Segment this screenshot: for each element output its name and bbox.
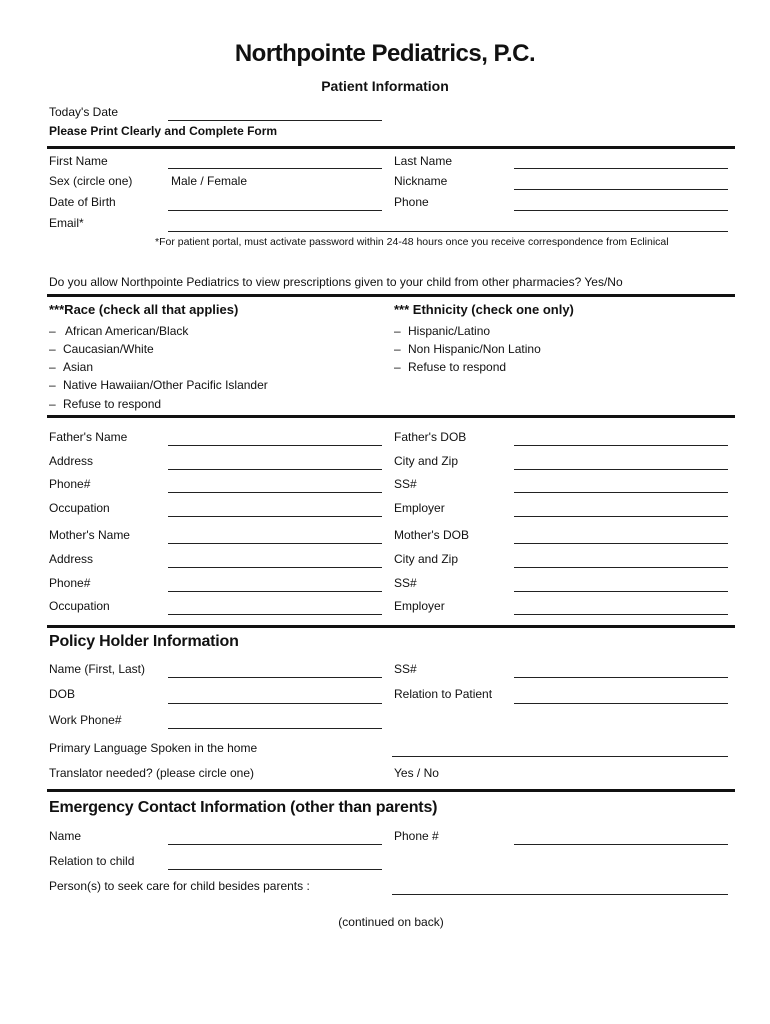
policy-relation-label: Relation to Patient: [394, 687, 493, 701]
mother-phone-field[interactable]: [168, 591, 382, 592]
persons-field[interactable]: [392, 894, 728, 895]
ethnicity-option[interactable]: – Refuse to respond: [394, 360, 507, 374]
language-field[interactable]: [392, 756, 728, 757]
race-option[interactable]: – African American/Black: [49, 324, 189, 338]
mother-city-zip-label: City and Zip: [394, 552, 459, 566]
emergency-relation-field[interactable]: [168, 869, 382, 870]
email-label: Email*: [49, 216, 84, 230]
father-city-zip-label: City and Zip: [394, 454, 459, 468]
first-name-field[interactable]: [168, 168, 382, 169]
mother-city-zip-field[interactable]: [514, 567, 728, 568]
emergency-name-field[interactable]: [168, 844, 382, 845]
first-name-label: First Name: [49, 154, 108, 168]
ethnicity-option[interactable]: – Non Hispanic/Non Latino: [394, 342, 541, 356]
mothers-dob-field[interactable]: [514, 543, 728, 544]
mother-employer-label: Employer: [394, 599, 445, 613]
todays-date-label: Today's Date: [49, 105, 118, 119]
section-divider: [47, 789, 735, 792]
emergency-phone-field[interactable]: [514, 844, 728, 845]
mother-ss-label: SS#: [394, 576, 417, 590]
mothers-name-field[interactable]: [168, 543, 382, 544]
father-occupation-field[interactable]: [168, 516, 382, 517]
race-option[interactable]: – Caucasian/White: [49, 342, 154, 356]
policy-ss-field[interactable]: [514, 677, 728, 678]
father-ss-field[interactable]: [514, 492, 728, 493]
policy-heading: Policy Holder Information: [49, 633, 239, 650]
policy-ss-label: SS#: [394, 662, 417, 676]
emergency-relation-label: Relation to child: [49, 854, 135, 868]
language-label: Primary Language Spoken in the home: [49, 741, 258, 755]
race-option[interactable]: – Refuse to respond: [49, 397, 162, 411]
work-phone-field[interactable]: [168, 728, 382, 729]
sex-label: Sex (circle one): [49, 174, 133, 188]
phone-field[interactable]: [514, 210, 728, 211]
mother-occupation-field[interactable]: [168, 614, 382, 615]
dob-label: Date of Birth: [49, 195, 116, 209]
fathers-dob-label: Father's DOB: [394, 430, 467, 444]
mother-ss-field[interactable]: [514, 591, 728, 592]
fathers-name-field[interactable]: [168, 445, 382, 446]
sex-options[interactable]: Male / Female: [171, 174, 248, 188]
ethnicity-option[interactable]: – Hispanic/Latino: [394, 324, 491, 338]
father-city-zip-field[interactable]: [514, 469, 728, 470]
mothers-name-label: Mother's Name: [49, 528, 130, 542]
race-heading: ***Race (check all that applies): [49, 302, 239, 317]
mother-employer-field[interactable]: [514, 614, 728, 615]
continued-note: (continued on back): [338, 915, 444, 929]
phone-label: Phone: [394, 195, 429, 209]
todays-date-field[interactable]: [168, 120, 382, 121]
father-employer-field[interactable]: [514, 516, 728, 517]
dob-field[interactable]: [168, 210, 382, 211]
form-subtitle: Patient Information: [321, 78, 449, 94]
father-ss-label: SS#: [394, 477, 417, 491]
work-phone-label: Work Phone#: [49, 713, 122, 727]
mother-address-field[interactable]: [168, 567, 382, 568]
section-divider: [47, 146, 735, 149]
email-field[interactable]: [168, 231, 728, 232]
section-divider: [47, 294, 735, 297]
policy-dob-field[interactable]: [168, 703, 382, 704]
last-name-field[interactable]: [514, 168, 728, 169]
nickname-field[interactable]: [514, 189, 728, 190]
mothers-dob-label: Mother's DOB: [394, 528, 469, 542]
portal-note: *For patient portal, must activate password within 24-48 hours once you receive correspondence from Eclinical: [155, 236, 669, 248]
emergency-phone-label: Phone #: [394, 829, 439, 843]
section-divider: [47, 625, 735, 628]
father-employer-label: Employer: [394, 501, 445, 515]
nickname-label: Nickname: [394, 174, 448, 188]
persons-label: Person(s) to seek care for child besides parents :: [49, 879, 310, 893]
mother-phone-label: Phone#: [49, 576, 91, 590]
policy-dob-label: DOB: [49, 687, 76, 701]
ethnicity-heading: *** Ethnicity (check one only): [394, 302, 574, 317]
father-phone-field[interactable]: [168, 492, 382, 493]
policy-relation-field[interactable]: [514, 703, 728, 704]
translator-options[interactable]: Yes / No: [394, 766, 439, 780]
fathers-dob-field[interactable]: [514, 445, 728, 446]
father-phone-label: Phone#: [49, 477, 91, 491]
race-option[interactable]: – Asian: [49, 360, 94, 374]
last-name-label: Last Name: [394, 154, 453, 168]
prescriptions-question: Do you allow Northpointe Pediatrics to view prescriptions given to your child from other pharmacies? Yes/No: [49, 275, 623, 289]
section-divider: [47, 415, 735, 418]
translator-label: Translator needed? (please circle one): [49, 766, 255, 780]
father-occupation-label: Occupation: [49, 501, 110, 515]
emergency-name-label: Name: [49, 829, 82, 843]
form-title: Northpointe Pediatrics, P.C.: [234, 40, 536, 67]
race-option[interactable]: – Native Hawaiian/Other Pacific Islander: [49, 378, 268, 392]
policy-name-label: Name (First, Last): [49, 662, 146, 676]
fathers-name-label: Father's Name: [49, 430, 128, 444]
instruction-text: Please Print Clearly and Complete Form: [49, 124, 278, 138]
policy-name-field[interactable]: [168, 677, 382, 678]
mother-occupation-label: Occupation: [49, 599, 110, 613]
mother-address-label: Address: [49, 552, 94, 566]
father-address-field[interactable]: [168, 469, 382, 470]
father-address-label: Address: [49, 454, 94, 468]
emergency-heading: Emergency Contact Information (other than parents): [49, 799, 438, 816]
